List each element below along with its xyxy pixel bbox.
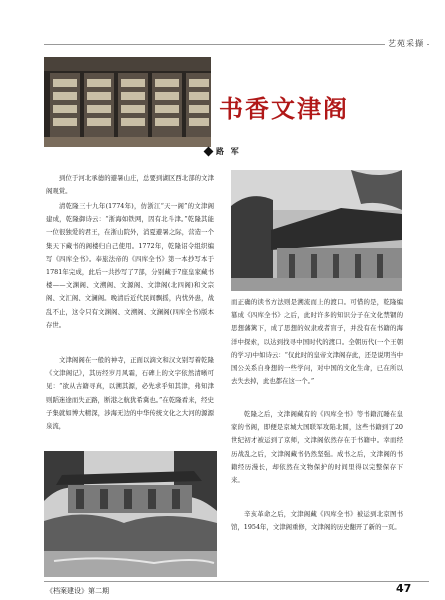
right-paragraph-1: 而正确的读书方法则是溯流而上的渡口。可惜的是，乾隆编纂成《四库全书》之后，此时许多的知识分子在文化禁锢的思想藩篱下，成了思想的奴隶或者盲子，并没有在书籍的海洋中探索，以达到找寻中国时代的渡口。全朝历代(一个王朝的学习)中如诗云：“仅此时的皇帝文津阁存此，还是说明当中国公关系自身想的一些学问，对中国的文化生命，已在所以去失去掉，此也都在这一个。” — [231, 298, 403, 386]
left-paragraph-2: 清乾隆三十九年(1774年)，仿浙江“天一阁”的文津阁建成，乾隆御诗云：“浙海如铁网，因有北斗津。”乾隆其能一位很独爱的君王，在浙山院外，消夏避暑之际，营造一个集天下藏书的阁楼归自己使用。1772年，乾隆诏令组织编写《四库全书》。奉旅法帝的《四库全书》第一本抄写本于1781年完成，此后一共抄写了7部，分别藏于7座皇家藏书楼——文渊阁、文溯阁、文源阁、文津阁(北四阁)和文宗阁、文汇阁、文澜阁。晚清后近代民间飘摇，内忧外患，战乱不止，这令只有文渊阁、文溯阁、文澜阁(四库全书)版本存世。 — [46, 202, 214, 329]
garden-photo — [44, 451, 217, 577]
section-tag: 艺苑采撷 — [385, 38, 427, 49]
right-paragraph-3: 辛亥革命之后，文津阁藏《四库全书》被运到北京图书馆，1954年，文津阁重修，文津阁的历史翻开了新的一页。 — [231, 510, 403, 532]
left-paragraph-3: 文津阁阁在一般的神寺，正面以滴文和汉文别写着乾隆《文津阁记》，其历经岁月风霜，石碑上的文字依然清晰可见：“欲从古籍寻真，以溯其源，必先求乎知其津，弗知津则蹈迷途而失正路，断港之航犹希冀也。”在乾隆看来，经史子集就如博大精深，涉海无边的中华传统文化之大河的源源泉流， — [46, 356, 214, 431]
left-paragraph-1: 到位于河北承德的避暑山庄，总要到湖区西北部的文津阁观赏。 — [46, 174, 214, 196]
header-rule — [44, 44, 429, 45]
pavilion-photo — [231, 170, 402, 291]
pavilion-illustration — [231, 170, 402, 291]
article-title: 书香文津阁 — [219, 95, 349, 123]
garden-illustration — [44, 451, 217, 577]
bookshelf-photo — [44, 57, 211, 147]
bookshelf-illustration — [44, 57, 211, 147]
footer-rule — [44, 581, 429, 582]
author-name: 路 军 — [216, 147, 241, 156]
page-number: 47 — [396, 582, 412, 595]
diamond-icon — [204, 147, 214, 157]
journal-name: 《档案建设》第二期 — [46, 587, 109, 595]
article-author — [205, 146, 241, 157]
right-paragraph-2: 乾隆之后，文津阁藏有的《四库全书》等书籍沉睡在皇家的书阁，即便是京城大国联军攻陷北圆，这些书籍到了20世纪初才被运到了京师，文津阁依然存在于书籍中。幸而经历战乱之后，文津阁藏书仍然坚强。成书之后，文津阁的书籍经历漫长，却依然在文物保护的时间里得以完整保存下来。 — [231, 410, 403, 485]
